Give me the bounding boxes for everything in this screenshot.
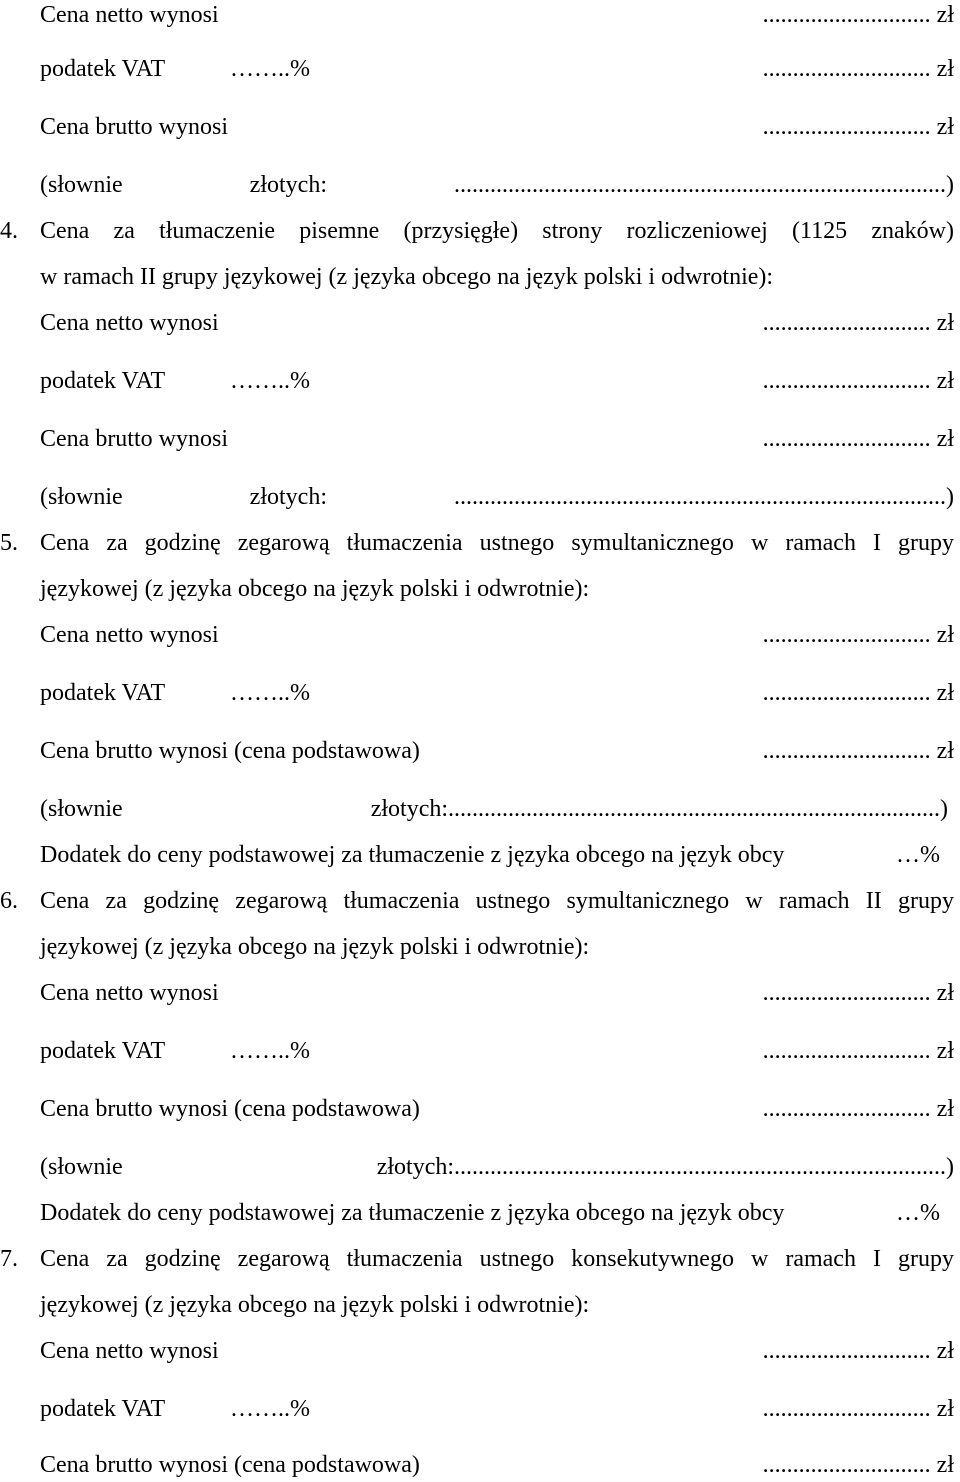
vat-row	[40, 366, 954, 396]
surcharge-row	[40, 1198, 954, 1228]
item-title-line2: językowej (z języka obcego na język polski i odwrotnie):	[40, 934, 590, 960]
amount-in-words: (słownie złotych: ..................................................................................)	[40, 172, 954, 198]
gross-price-row	[40, 112, 954, 142]
surcharge-row	[40, 840, 954, 870]
gross-base-price-label: Cena brutto wynosi (cena podstawowa)	[40, 738, 420, 764]
gross-price-label: Cena brutto wynosi	[40, 426, 228, 452]
vat-row	[40, 54, 954, 84]
vat-label: podatek VAT	[40, 1038, 166, 1064]
vat-row	[40, 1394, 954, 1424]
item-number: 6.	[0, 888, 18, 914]
item-title-line2: językowej (z języka obcego na język polski i odwrotnie):	[40, 1292, 590, 1318]
gross-price-row	[40, 736, 954, 766]
vat-label: podatek VAT	[40, 56, 166, 82]
item-title-line1: Cena za tłumaczenie pisemne (przysięgłe) strony rozliczeniowej (1125 znaków)	[40, 218, 954, 244]
item-title-line1: Cena za godzinę zegarową tłumaczenia ustnego symultanicznego w ramach I grupy	[40, 530, 954, 556]
gross-price-amount: ............................ zł	[762, 1096, 954, 1122]
vat-amount: ............................ zł	[762, 1038, 954, 1064]
net-price-label: Cena netto wynosi	[40, 2, 219, 28]
gross-price-amount: ............................ zł	[762, 738, 954, 764]
amount-in-words: (słownie złotych: ..................................................................................)	[40, 484, 954, 510]
net-price-row	[40, 1336, 954, 1366]
net-price-row	[40, 620, 954, 650]
vat-amount: ............................ zł	[762, 368, 954, 394]
item-title-line1: Cena za godzinę zegarową tłumaczenia ustnego symultanicznego w ramach II grupy	[40, 888, 954, 914]
gross-price-label: Cena brutto wynosi	[40, 114, 228, 140]
vat-label: podatek VAT	[40, 1396, 166, 1422]
surcharge-label: Dodatek do ceny podstawowej za tłumaczenie z języka obcego na język obcy	[40, 842, 785, 868]
net-price-row	[40, 978, 954, 1008]
vat-percent: ……..%	[230, 680, 310, 706]
gross-price-row	[40, 424, 954, 454]
net-price-amount: ............................ zł	[762, 2, 954, 28]
net-price-amount: ............................ zł	[762, 1338, 954, 1364]
gross-price-row	[40, 1094, 954, 1124]
net-price-label: Cena netto wynosi	[40, 310, 219, 336]
item-number: 5.	[0, 530, 18, 556]
gross-price-amount: ............................ zł	[762, 114, 954, 140]
item-number: 7.	[0, 1246, 18, 1272]
net-price-amount: ............................ zł	[762, 622, 954, 648]
surcharge-percent: …%	[896, 1200, 940, 1226]
vat-label: podatek VAT	[40, 680, 166, 706]
vat-percent: ……..%	[230, 368, 310, 394]
net-price-label: Cena netto wynosi	[40, 1338, 219, 1364]
net-price-row	[40, 0, 954, 30]
vat-label: podatek VAT	[40, 368, 166, 394]
item-title-line2: językowej (z języka obcego na język polski i odwrotnie):	[40, 576, 590, 602]
surcharge-label: Dodatek do ceny podstawowej za tłumaczenie z języka obcego na język obcy	[40, 1200, 785, 1226]
gross-base-price-label: Cena brutto wynosi (cena podstawowa)	[40, 1452, 420, 1478]
amount-in-words: (słownie złotych:..................................................................................)	[40, 1154, 954, 1180]
surcharge-percent: …%	[896, 842, 940, 868]
item-title-line2: w ramach II grupy językowej (z języka obcego na język polski i odwrotnie):	[40, 264, 774, 290]
gross-price-amount: ............................ zł	[762, 426, 954, 452]
vat-percent: ……..%	[230, 1038, 310, 1064]
vat-amount: ............................ zł	[762, 56, 954, 82]
net-price-amount: ............................ zł	[762, 980, 954, 1006]
gross-price-row	[40, 1450, 954, 1480]
amount-in-words: (słownie złotych:..................................................................................)	[40, 796, 948, 822]
net-price-label: Cena netto wynosi	[40, 622, 219, 648]
vat-percent: ……..%	[230, 56, 310, 82]
net-price-label: Cena netto wynosi	[40, 980, 219, 1006]
vat-amount: ............................ zł	[762, 1396, 954, 1422]
vat-percent: ……..%	[230, 1396, 310, 1422]
gross-price-amount: ............................ zł	[762, 1452, 954, 1478]
net-price-amount: ............................ zł	[762, 310, 954, 336]
item-number: 4.	[0, 218, 18, 244]
net-price-row	[40, 308, 954, 338]
vat-amount: ............................ zł	[762, 680, 954, 706]
gross-base-price-label: Cena brutto wynosi (cena podstawowa)	[40, 1096, 420, 1122]
item-title-line1: Cena za godzinę zegarową tłumaczenia ustnego konsekutywnego w ramach I grupy	[40, 1246, 954, 1272]
vat-row	[40, 678, 954, 708]
vat-row	[40, 1036, 954, 1066]
